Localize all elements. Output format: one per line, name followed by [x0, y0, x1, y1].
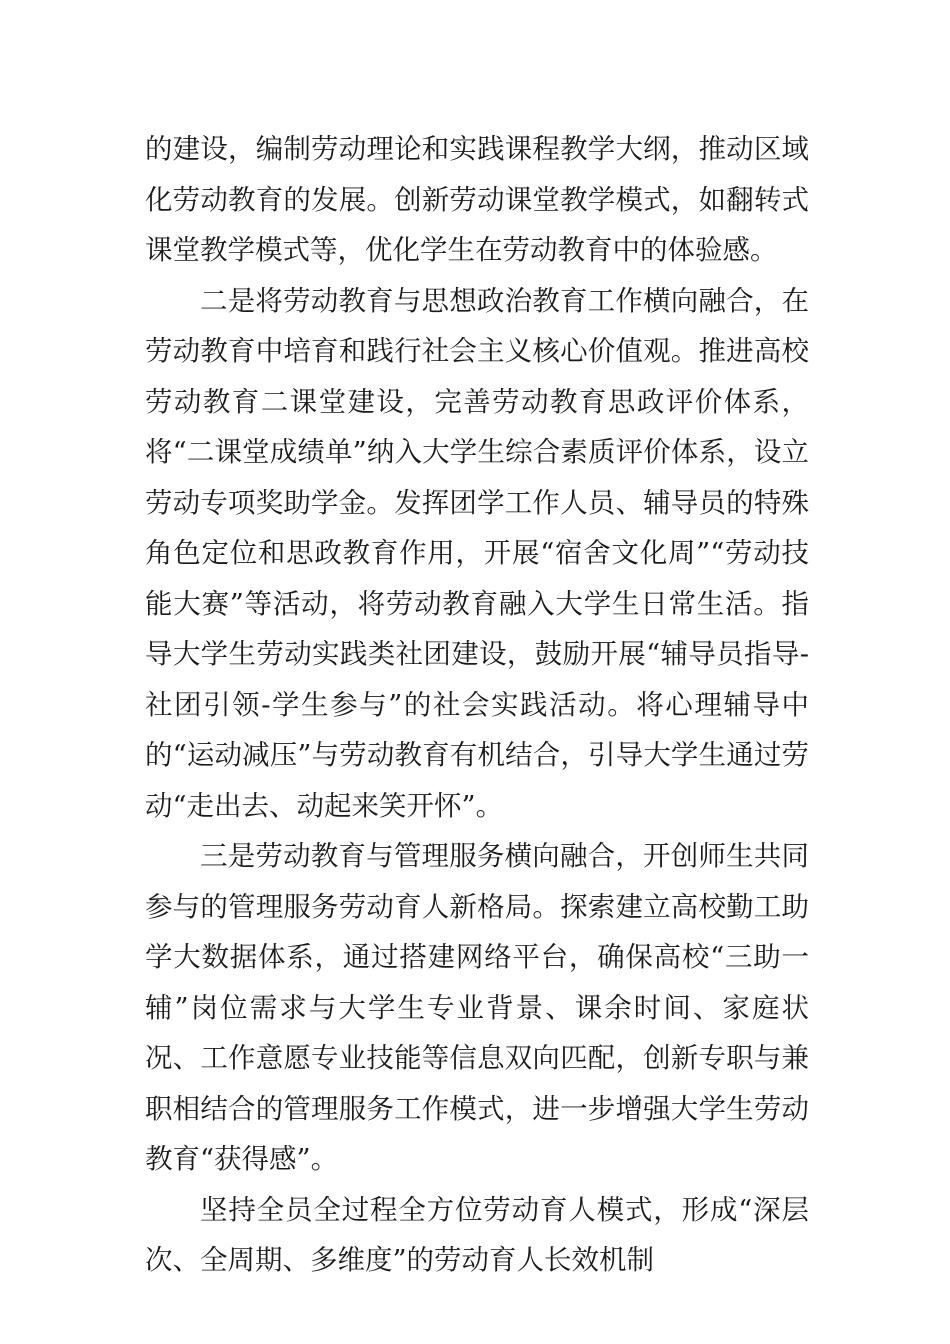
paragraph-continuation: 的建设，编制劳动理论和实践课程教学大纲，推动区域化劳动教育的发展。创新劳动课堂教学模式，如翻转式课堂教学模式等，优化学生在劳动教育中的体验感。: [145, 133, 809, 266]
paragraph-management-service-integration: 三是劳动教育与管理服务横向融合，开创师生共同参与的管理服务劳动育人新格局。探索建立高校勤工助学大数据体系，通过搭建网络平台，确保高校“三助一辅”岗位需求与大学生专业背景、课余时间、家庭状况、工作意愿专业技能等信息双向匹配，创新专职与兼职相结合的管理服务工作模式，进一步增强大学生劳动教育“获得感”。: [145, 840, 809, 1175]
paragraph-section-heading: 坚持全员全过程全方位劳动育人模式，形成“深层次、全周期、多维度”的劳动育人长效机制: [145, 1193, 809, 1276]
paragraph-ideological-integration: 二是将劳动教育与思想政治教育工作横向融合，在劳动教育中培育和践行社会主义核心价值观。推进高校劳动教育二课堂建设，完善劳动教育思政评价体系，将“二课堂成绩单”纳入大学生综合素质评价体系，设立劳动专项奖助学金。发挥团学工作人员、辅导员的特殊角色定位和思政教育作用，开展“宿舍文化周”“劳动技能大赛”等活动，将劳动教育融入大学生日常生活。指导大学生劳动实践类社团建设，鼓励开展“辅导员指导-社团引领-学生参与”的社会实践活动。将心理辅导中的“运动减压”与劳动教育有机结合，引导大学生通过劳动“走出去、动起来笑开怀”。: [145, 284, 809, 822]
document-body: [145, 124, 809, 1286]
